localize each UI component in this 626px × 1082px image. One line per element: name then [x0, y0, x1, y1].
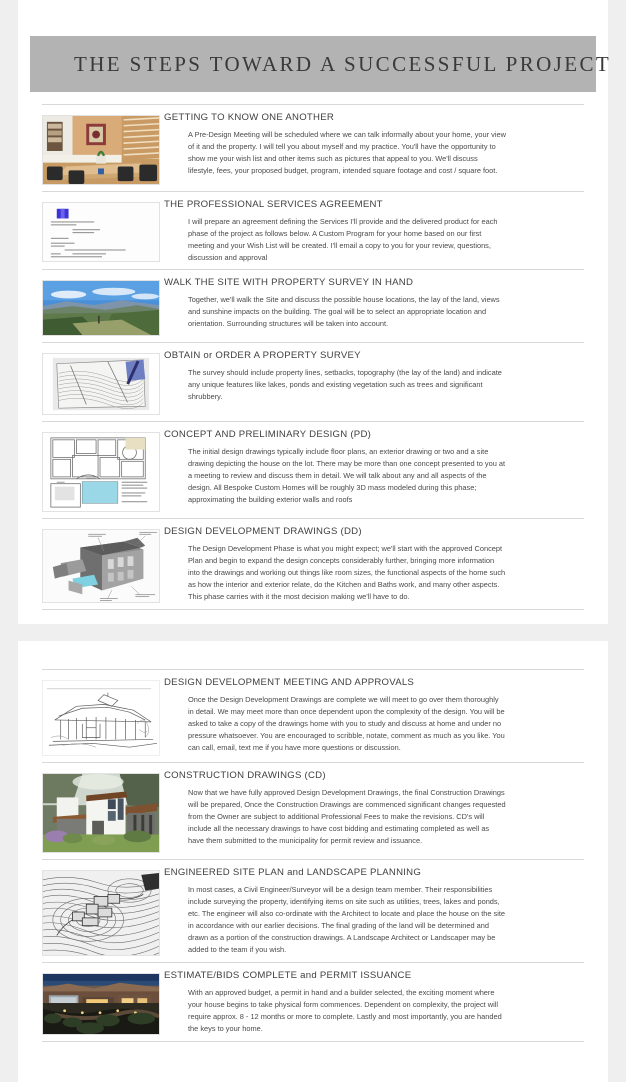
step-title: ESTIMATE/BIDS COMPLETE and PERMIT ISSUANCE: [164, 970, 412, 982]
step-row: [42, 191, 584, 269]
step-row: [42, 518, 584, 610]
step-body: [164, 277, 584, 330]
floor-plan-drawing: [42, 432, 160, 512]
step-row: [42, 859, 584, 962]
step-description: A Pre-Design Meeting will be scheduled where we can talk informally about your home, your view of it and the property. I will tell you about myself and my practice. You'll have the opportunity to show me your wish list and other items such as pictures that appeal to you. We'll discuss lifestyle, fees, your proposed budget, program, intended square footage and cost / square foot.: [188, 129, 506, 175]
step-thumbnail-wrap: [42, 526, 164, 603]
modern-house-rendering: [42, 773, 160, 853]
step-thumbnail-wrap: [42, 277, 164, 336]
step-description: I will prepare an agreement defining the Services I'll provide and the delivered product for each phase of the project as follows below. A Custom Program for your home based on our first meeting and your Wish List will be created. I'll email a copy to you for your review, questions, discussion and approval: [188, 216, 498, 262]
step-body: [164, 770, 584, 846]
step-thumbnail-wrap: [42, 867, 164, 956]
step-thumbnail-wrap: [42, 429, 164, 512]
step-description: Now that we have fully approved Design Development Drawings, the final Construction Drawings will be prepared, Once the Construction Drawings are commenced significant changes requested from the Owner are subject to additional Professional Fees to make the revisions. CD's will include all the necessary drawings to have cost bidding and estimating completed as well as have them submitted to the municipality for permit review and issuance.: [188, 788, 506, 845]
step-thumbnail-wrap: [42, 970, 164, 1035]
agreement-document-scan: [42, 202, 160, 262]
step-row: [42, 104, 584, 191]
step-thumbnail-wrap: [42, 112, 164, 185]
step-description: Together, we'll walk the Site and discuss the possible house locations, the lay of the land, views and sunshine impacts on the building. The goal will be to select an appropriate location and orientation. Surrounding structures will be taken into account.: [188, 295, 500, 328]
step-description: With an approved budget, a permit in hand and a builder selected, the exciting moment where your house begins to take physical form commences. Dependent on complexity, the project will require approx. 8 - 12 months or more to complete. Lastly and most importantly, you are handed the keys to your home.: [188, 988, 502, 1033]
house-line-sketch: [42, 680, 160, 756]
step-description: Once the Design Development Drawings are complete we will meet to go over them thoroughly in detail. We may meet more than once dependent upon the complexity of the design. You will be asked to take a copy of the drawings home with you to study and discuss at home and under no pressure whatsoever. You are encouraged to scribble, notate, comment as much as you like. You can call, email, text me if you have more questions or discussion.: [188, 695, 505, 752]
step-row: [42, 421, 584, 518]
conference-room-photo: [42, 115, 160, 185]
step-title: DESIGN DEVELOPMENT MEETING AND APPROVALS: [164, 677, 415, 689]
step-body: [164, 112, 584, 176]
page-title: THE STEPS TOWARD A SUCCESSFUL PROJECT: [74, 51, 612, 76]
step-description: The survey should include property lines, setbacks, topography (the lay of the land) and indicate any unique features like lakes, ponds and existing vegetation such as trees and significant shrubbery.: [188, 368, 502, 401]
step-body: [164, 677, 584, 753]
step-body: [164, 429, 584, 505]
step-body: [164, 526, 584, 602]
step-row: [42, 962, 584, 1042]
step-title: GETTING TO KNOW ONE ANOTHER: [164, 112, 335, 123]
property-survey-drawing: [42, 353, 160, 415]
step-row: [42, 269, 584, 342]
step-title: OBTAIN or ORDER A PROPERTY SURVEY: [164, 350, 361, 362]
3d-massing-model-drawing: [42, 529, 160, 603]
step-description: The initial design drawings typically include floor plans, an exterior drawing or two and a site drawing depicting the house on the lot. There may be more than one concept presented to you at a meeting to review and discuss them in detail. We will talk about any and all aspects of the design. All Bespoke Custom Homes will be roughly 3D mass modeled during this phase; approximating the building exterior walls and roofs: [188, 447, 506, 504]
steps-list-page-1: [18, 92, 608, 610]
step-title: CONCEPT AND PRELIMINARY DESIGN (PD): [164, 429, 372, 441]
step-title: WALK THE SITE WITH PROPERTY SURVEY IN HAND: [164, 277, 414, 289]
step-body: [164, 199, 584, 263]
step-description: In most cases, a Civil Engineer/Surveyor will be a design team member. Their responsibilities include surveying the property, identifying items on site such as utilities, trees, lakes and ponds, etc. The engineer will also co-ordinate with the Architect to locate and place the house on the site in accordance with our earlier decisions. The final grading of the land will be determined and drawn as a portion of the construction drawings. A Landscape Architect or Landscaper may be added to the team if you wish.: [188, 885, 506, 954]
step-title: DESIGN DEVELOPMENT DRAWINGS (DD): [164, 526, 362, 538]
step-title: THE PROFESSIONAL SERVICES AGREEMENT: [164, 199, 383, 210]
topographic-site-plan: [42, 870, 160, 956]
step-thumbnail-wrap: [42, 677, 164, 756]
step-body: [164, 350, 584, 403]
document-page-1: [18, 0, 612, 624]
step-thumbnail-wrap: [42, 770, 164, 853]
step-title: CONSTRUCTION DRAWINGS (CD): [164, 770, 326, 782]
step-description: The Design Development Phase is what you might expect; we'll start with the approved Concept Plan and begin to expand the design concepts considerably further, bringing more information into the drawings and working out things like room sizes, the functional aspects of the home such as how the interior and exterior relate, do the Kitchen and Baths work, and many other aspects. This phase carries with it the most decision making we'll have to do.: [188, 544, 506, 601]
mountain-landscape-photo: [42, 280, 160, 336]
document-page-2: [18, 641, 608, 1082]
step-body: [164, 970, 584, 1034]
title-banner: [30, 36, 612, 92]
step-title: ENGINEERED SITE PLAN and LANDSCAPE PLANNING: [164, 867, 422, 879]
step-thumbnail-wrap: [42, 350, 164, 415]
page-break: [0, 624, 626, 641]
completed-home-dusk-photo: [42, 973, 160, 1035]
step-row: [42, 342, 584, 421]
step-thumbnail-wrap: [42, 199, 164, 262]
steps-list-page-2: [18, 657, 608, 1042]
step-body: [164, 867, 584, 955]
step-row: [42, 669, 584, 762]
step-row: [42, 762, 584, 859]
